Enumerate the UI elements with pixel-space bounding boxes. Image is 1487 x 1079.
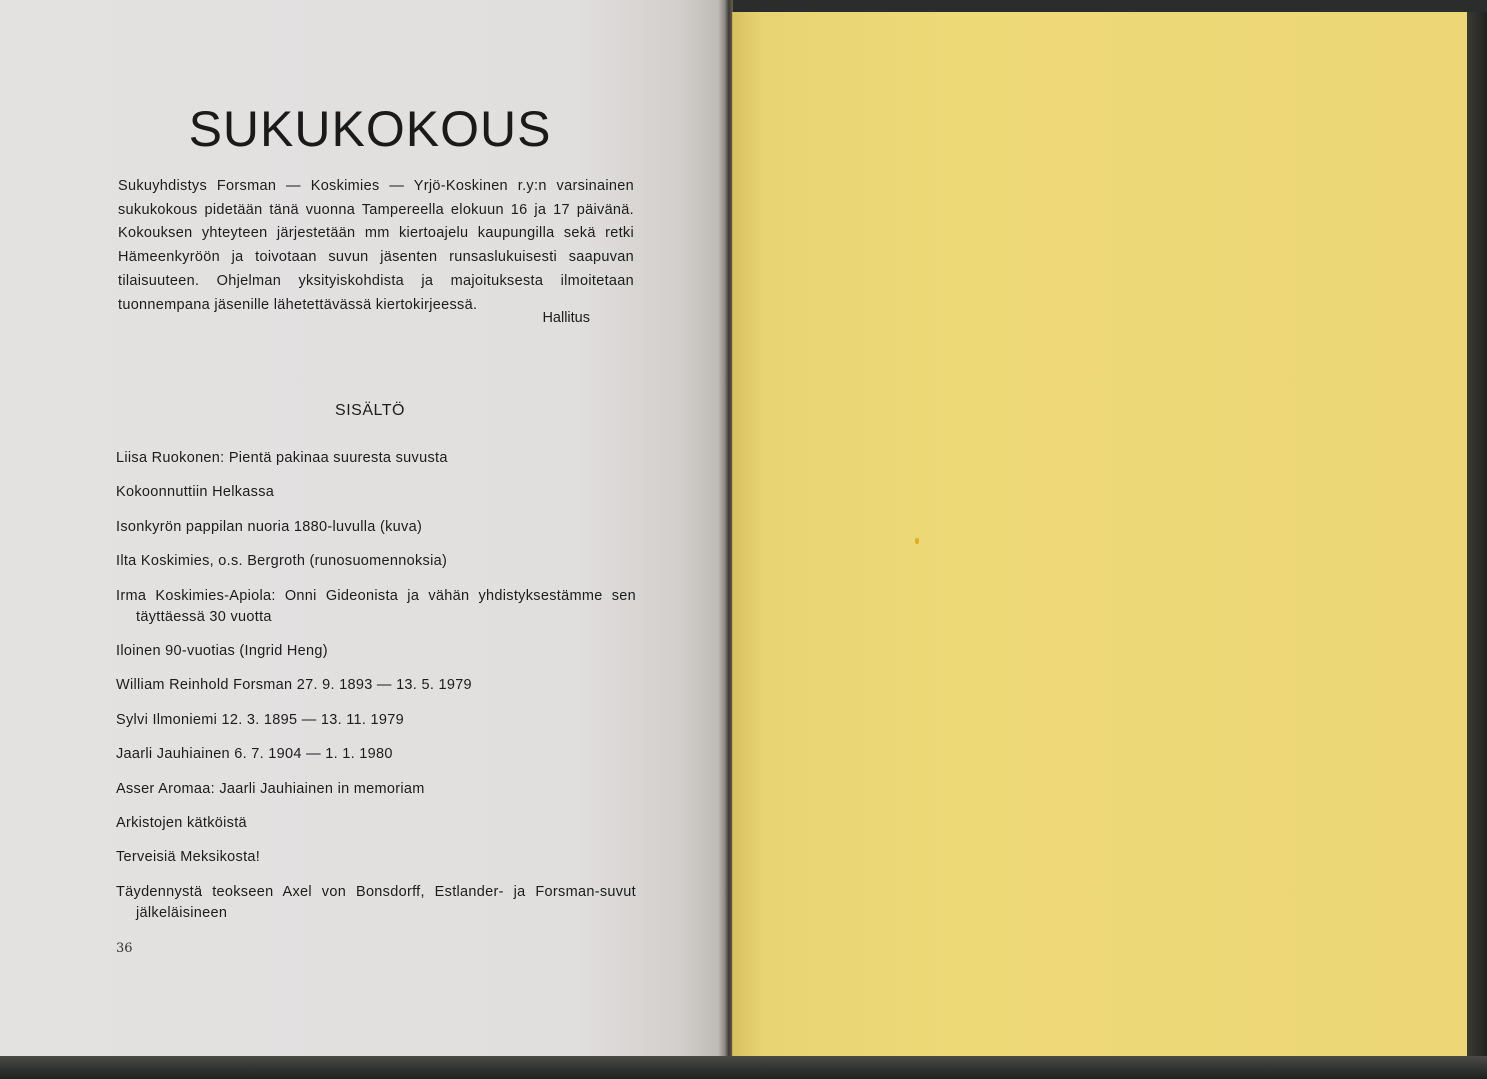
toc-item: Isonkyrön pappilan nuoria 1880-luvulla (kuva) bbox=[116, 518, 423, 535]
toc-item: Iloinen 90-vuotias (Ingrid Heng) bbox=[116, 642, 328, 659]
toc-item: Asser Aromaa: Jaarli Jauhiainen in memoriam bbox=[116, 780, 425, 797]
toc-item: William Reinhold Forsman 27. 9. 1893 — 13. 5. 1979 bbox=[116, 677, 472, 694]
toc-item: Arkistojen kätköistä bbox=[116, 814, 247, 831]
toc-item: Irma Koskimies-Apiola: Onni Gideonista ja vähän yhdistyksestämme sen täyttäessä 30 vuotta bbox=[116, 587, 636, 625]
toc-item: Täydennystä teokseen Axel von Bonsdorff, Estlander- ja Forsman-suvut jälkeläisineen bbox=[116, 883, 636, 921]
toc-item: Kokoonnuttiin Helkassa bbox=[116, 484, 275, 501]
paper-speck bbox=[915, 538, 919, 544]
table-of-contents bbox=[116, 448, 636, 937]
page-title: SUKUKOKOUS bbox=[188, 101, 552, 157]
toc-heading: SISÄLTÖ bbox=[335, 402, 405, 419]
intro-paragraph: Sukuyhdistys Forsman — Koskimies — Yrjö-Koskinen r.y:n varsinainen sukukokous pidetään tänä vuonna Tampereella elokuun 16 ja 17 päivänä. Kokouksen yhteyteen järjestetään mm kiertoajelu kaupungilla sekä retki Hämeenkyröön ja toivotaan suvun jäsenten runsaslukuisesti saapuvan tilaisuuteen. Ohjelman yksityiskohdista ja majoituksesta ilmoitetaan tuonnempana jäsenille lähetettävässä kiertokirjeessä. bbox=[118, 178, 634, 313]
bottom-background-edge bbox=[0, 1056, 1487, 1079]
right-background-edge bbox=[1467, 12, 1487, 1062]
toc-item: Jaarli Jauhiainen 6. 7. 1904 — 1. 1. 1980 bbox=[116, 746, 393, 763]
toc-item: Liisa Ruokonen: Pientä pakinaa suuresta suvusta bbox=[116, 450, 448, 466]
signature: Hallitus bbox=[542, 310, 590, 326]
left-page bbox=[0, 0, 722, 1058]
book-gutter bbox=[719, 0, 733, 1062]
page-number: 36 bbox=[116, 941, 133, 956]
right-page-blank-yellow bbox=[732, 12, 1468, 1058]
toc-item: Terveisiä Meksikosta! bbox=[116, 849, 261, 866]
toc-item: Ilta Koskimies, o.s. Bergroth (runosuomennoksia) bbox=[116, 553, 448, 570]
toc-item: Sylvi Ilmoniemi 12. 3. 1895 — 13. 11. 1979 bbox=[116, 711, 404, 728]
